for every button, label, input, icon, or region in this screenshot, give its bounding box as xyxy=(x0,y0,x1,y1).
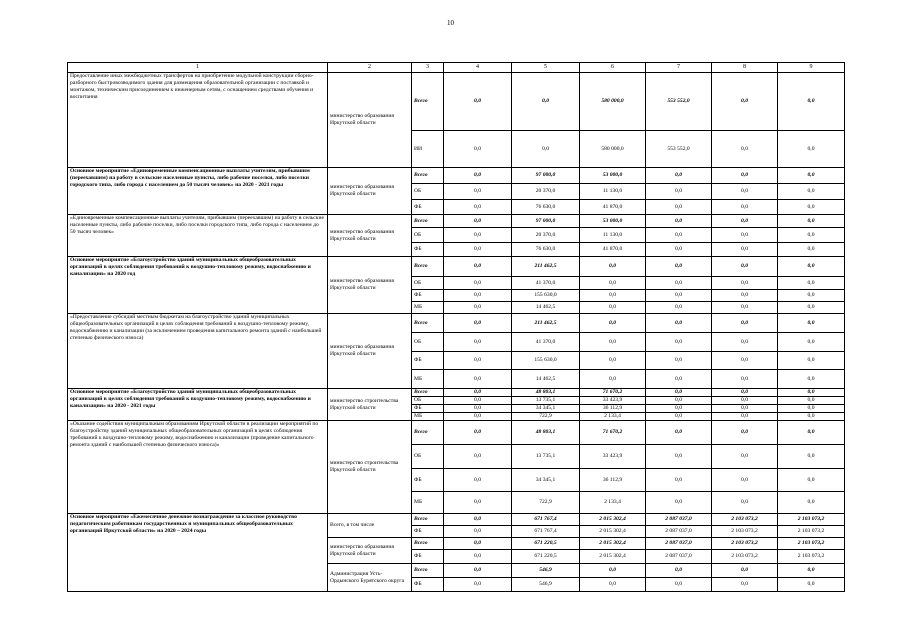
amount-cell: 41 870,0 xyxy=(580,243,646,257)
funding-source-cell: ОБ xyxy=(412,445,444,469)
funding-source-cell: МБ xyxy=(412,302,444,314)
amount-cell: 0,0 xyxy=(646,421,712,445)
amount-cell: 11 130,0 xyxy=(580,184,646,200)
funding-source-cell: ОБ xyxy=(412,277,444,290)
funding-source-cell: ОБ xyxy=(412,333,444,352)
funding-source-cell: Всего xyxy=(412,215,444,228)
funding-source-cell: ФБ xyxy=(412,243,444,257)
header-cell: 9 xyxy=(778,63,845,73)
funding-source-cell: Всего xyxy=(412,73,444,131)
amount-cell: 2 103 073,2 xyxy=(778,550,845,564)
funding-source-cell: ФБ xyxy=(412,469,444,492)
amount-cell: 20 370,0 xyxy=(512,184,580,200)
amount-cell: 0,0 xyxy=(778,228,845,243)
funding-source-cell: Всего xyxy=(412,257,444,277)
amount-cell: 0,0 xyxy=(712,389,778,397)
amount-cell: 0,0 xyxy=(712,131,778,168)
amount-cell: 0,0 xyxy=(712,333,778,352)
budget-table xyxy=(67,62,845,592)
amount-cell: 0,0 xyxy=(646,405,712,413)
executor-cell: министерство образования Иркутской области xyxy=(328,168,412,215)
amount-cell: 33 423,9 xyxy=(580,445,646,469)
amount-cell: 722,9 xyxy=(512,413,580,421)
amount-cell: 546,9 xyxy=(512,578,580,592)
funding-source-cell: ФБ xyxy=(412,526,444,538)
amount-cell: 0,0 xyxy=(444,445,512,469)
amount-cell: 0,0 xyxy=(712,200,778,215)
amount-cell: 0,0 xyxy=(712,352,778,370)
amount-cell: 36 112,9 xyxy=(580,405,646,413)
amount-cell: 0,0 xyxy=(444,469,512,492)
amount-cell: 14 462,5 xyxy=(512,370,580,389)
amount-cell: 2 015 302,4 xyxy=(580,526,646,538)
amount-cell: 580 000,0 xyxy=(580,131,646,168)
amount-cell: 0,0 xyxy=(444,73,512,131)
amount-cell: 0,0 xyxy=(444,290,512,302)
amount-cell: 0,0 xyxy=(646,333,712,352)
amount-cell: 2 015 302,4 xyxy=(580,550,646,564)
amount-cell: 0,0 xyxy=(646,277,712,290)
executor-cell: министерство строительства Иркутской области xyxy=(328,421,412,514)
amount-cell: 0,0 xyxy=(778,314,845,333)
table-row xyxy=(68,389,845,397)
amount-cell: 48 803,1 xyxy=(512,389,580,397)
funding-source-cell: ФБ xyxy=(412,352,444,370)
table-row xyxy=(68,168,845,184)
amount-cell: 0,0 xyxy=(712,564,778,578)
amount-cell: 34 345,1 xyxy=(512,469,580,492)
page-number: 10 xyxy=(447,19,454,27)
amount-cell: 0,0 xyxy=(646,492,712,514)
amount-cell: 0,0 xyxy=(646,290,712,302)
funding-source-cell: ФБ xyxy=(412,578,444,592)
amount-cell: 53 000,0 xyxy=(580,215,646,228)
amount-cell: 0,0 xyxy=(444,492,512,514)
amount-cell: 0,0 xyxy=(646,578,712,592)
executor-cell: министерство образования Иркутской области xyxy=(328,538,412,564)
funding-source-cell: ФБ xyxy=(412,550,444,564)
amount-cell: 2 087 037,0 xyxy=(646,526,712,538)
table-row xyxy=(68,421,845,445)
amount-cell: 14 462,5 xyxy=(512,302,580,314)
amount-cell: 2 087 037,0 xyxy=(646,538,712,550)
amount-cell: 71 670,2 xyxy=(580,389,646,397)
amount-cell: 0,0 xyxy=(712,215,778,228)
amount-cell: 0,0 xyxy=(512,131,580,168)
amount-cell: 48 803,1 xyxy=(512,421,580,445)
amount-cell: 0,0 xyxy=(778,302,845,314)
amount-cell: 0,0 xyxy=(646,564,712,578)
amount-cell: 41 370,0 xyxy=(512,277,580,290)
amount-cell: 0,0 xyxy=(444,131,512,168)
amount-cell: 671 220,5 xyxy=(512,550,580,564)
executor-cell: министерство образования Иркутской области xyxy=(328,257,412,314)
executor-cell: министерство строительства Иркутской области xyxy=(328,389,412,421)
amount-cell: 0,0 xyxy=(444,397,512,405)
amount-cell: 0,0 xyxy=(444,333,512,352)
amount-cell: 0,0 xyxy=(444,243,512,257)
amount-cell: 0,0 xyxy=(646,370,712,389)
amount-cell: 0,0 xyxy=(444,389,512,397)
amount-cell: 0,0 xyxy=(778,413,845,421)
amount-cell: 0,0 xyxy=(712,314,778,333)
amount-cell: 97 000,0 xyxy=(512,215,580,228)
amount-cell: 0,0 xyxy=(646,215,712,228)
amount-cell: 0,0 xyxy=(778,370,845,389)
amount-cell: 0,0 xyxy=(778,243,845,257)
amount-cell: 0,0 xyxy=(712,405,778,413)
amount-cell: 0,0 xyxy=(778,131,845,168)
funding-source-cell: МБ xyxy=(412,492,444,514)
amount-cell: 155 630,0 xyxy=(512,290,580,302)
funding-source-cell: ОБ xyxy=(412,184,444,200)
amount-cell: 0,0 xyxy=(444,168,512,184)
amount-cell: 76 630,0 xyxy=(512,200,580,215)
amount-cell: 0,0 xyxy=(646,445,712,469)
measure-title-cell: Предоставление иных межбюджетных трансфертов на приобретение модульной конструкции сборно-разборного быстровозводимого здания для размещения образовательной организации с поставкой и монтажом, техническим присоединением к инженерным сетям, с оснащением средствами обучения и воспитания xyxy=(68,73,328,168)
amount-cell: 0,0 xyxy=(444,538,512,550)
header-cell: 5 xyxy=(512,63,580,73)
budget-table-sheet xyxy=(67,62,844,592)
amount-cell: 0,0 xyxy=(712,168,778,184)
amount-cell: 155 630,0 xyxy=(512,352,580,370)
amount-cell: 0,0 xyxy=(580,578,646,592)
amount-cell: 0,0 xyxy=(712,290,778,302)
budget-table-body xyxy=(68,63,845,592)
amount-cell: 0,0 xyxy=(444,526,512,538)
amount-cell: 71 670,2 xyxy=(580,421,646,445)
header-row xyxy=(68,63,845,73)
amount-cell: 0,0 xyxy=(512,73,580,131)
table-row xyxy=(68,73,845,131)
amount-cell: 0,0 xyxy=(778,397,845,405)
amount-cell: 2 103 073,2 xyxy=(712,526,778,538)
header-cell: 4 xyxy=(444,63,512,73)
funding-source-cell: Всего xyxy=(412,389,444,397)
funding-source-cell: ФБ xyxy=(412,290,444,302)
measure-title-cell: «Единовременные компенсационные выплаты учителям, прибывшим (переехавшим) на работу в сельские населенные пункты, либо рабочие поселки, либо поселки городского типа, либо города с населением до 50 тысяч человек» xyxy=(68,215,328,257)
funding-source-cell: ФБ xyxy=(412,405,444,413)
amount-cell: 0,0 xyxy=(646,168,712,184)
header-cell: 3 xyxy=(412,63,444,73)
amount-cell: 0,0 xyxy=(646,200,712,215)
amount-cell: 0,0 xyxy=(778,564,845,578)
amount-cell: 2 087 037,0 xyxy=(646,550,712,564)
amount-cell: 546,9 xyxy=(512,564,580,578)
funding-source-cell: Всего xyxy=(412,314,444,333)
executor-cell: министерство образования Иркутской области xyxy=(328,73,412,168)
amount-cell: 0,0 xyxy=(778,257,845,277)
amount-cell: 0,0 xyxy=(646,469,712,492)
header-cell: 6 xyxy=(580,63,646,73)
amount-cell: 0,0 xyxy=(712,184,778,200)
header-cell: 8 xyxy=(712,63,778,73)
amount-cell: 0,0 xyxy=(580,257,646,277)
measure-title-cell: Основное мероприятие «Благоустройство зданий муниципальных общеобразовательных организаций в целях соблюдения требований к воздушно-тепловому режиму, водоснабжению и канализации» на 2020 - 2021 годы xyxy=(68,389,328,421)
amount-cell: 0,0 xyxy=(444,370,512,389)
funding-source-cell: Всего xyxy=(412,514,444,526)
amount-cell: 0,0 xyxy=(580,314,646,333)
table-row xyxy=(68,257,845,277)
amount-cell: 553 552,0 xyxy=(646,73,712,131)
amount-cell: 0,0 xyxy=(580,352,646,370)
measure-title-cell: Основное мероприятие «Единовременные компенсационные выплаты учителям, прибывшим (переехавшим) на работу в сельские населенные пункты, либо рабочие поселки, либо поселки городского типа, либо города с населением до 50 тысяч человек» на 2020 - 2021 годы xyxy=(68,168,328,215)
amount-cell: 0,0 xyxy=(444,184,512,200)
amount-cell: 0,0 xyxy=(778,352,845,370)
amount-cell: 2 103 073,2 xyxy=(778,526,845,538)
amount-cell: 2 103 073,2 xyxy=(712,538,778,550)
amount-cell: 0,0 xyxy=(444,421,512,445)
amount-cell: 0,0 xyxy=(778,469,845,492)
amount-cell: 11 130,0 xyxy=(580,228,646,243)
funding-source-cell: ОБ xyxy=(412,228,444,243)
amount-cell: 0,0 xyxy=(444,514,512,526)
amount-cell: 2 103 073,2 xyxy=(712,550,778,564)
executor-cell: министерство образования Иркутской области xyxy=(328,314,412,389)
amount-cell: 0,0 xyxy=(646,314,712,333)
amount-cell: 0,0 xyxy=(646,302,712,314)
funding-source-cell: Всего xyxy=(412,538,444,550)
amount-cell: 553 552,0 xyxy=(646,131,712,168)
amount-cell: 0,0 xyxy=(646,352,712,370)
header-cell: 1 xyxy=(68,63,328,73)
amount-cell: 0,0 xyxy=(778,168,845,184)
amount-cell: 2 103 073,2 xyxy=(778,514,845,526)
amount-cell: 0,0 xyxy=(646,257,712,277)
amount-cell: 0,0 xyxy=(580,564,646,578)
table-row xyxy=(68,215,845,228)
amount-cell: 2 133,4 xyxy=(580,492,646,514)
amount-cell: 0,0 xyxy=(444,200,512,215)
funding-source-cell: ФБ xyxy=(412,200,444,215)
funding-source-cell: ИИ xyxy=(412,131,444,168)
measure-title-cell: «Оказание содействия муниципальным образованиям Иркутской области в реализации мероприятий по благоустройству зданий муниципальных общеобразовательных организаций в целях соблюдения требований к воздушно-тепловому режиму, водоснабжению и канализации (проведение капитального ремонта зданий с наибольшей степенью физического износа)» xyxy=(68,421,328,514)
amount-cell: 0,0 xyxy=(444,277,512,290)
amount-cell: 0,0 xyxy=(444,405,512,413)
amount-cell: 0,0 xyxy=(580,333,646,352)
amount-cell: 0,0 xyxy=(444,314,512,333)
amount-cell: 0,0 xyxy=(778,492,845,514)
executor-cell: Всего, в том числе xyxy=(328,514,412,538)
amount-cell: 0,0 xyxy=(712,397,778,405)
amount-cell: 0,0 xyxy=(778,215,845,228)
executor-cell: Администрация Усть-Ордынского Бурятского округа xyxy=(328,564,412,592)
amount-cell: 211 462,5 xyxy=(512,314,580,333)
amount-cell: 2 103 073,2 xyxy=(712,514,778,526)
amount-cell: 0,0 xyxy=(580,290,646,302)
amount-cell: 0,0 xyxy=(778,290,845,302)
header-cell: 7 xyxy=(646,63,712,73)
amount-cell: 211 462,5 xyxy=(512,257,580,277)
measure-title-cell: Основное мероприятие «Ежемесячное денежное вознаграждение за классное руководство педагогическим работникам государственных и муниципальных общеобразовательных организаций Иркутской области» на 2020 – 2024 годы xyxy=(68,514,328,592)
amount-cell: 0,0 xyxy=(444,564,512,578)
amount-cell: 2 087 037,0 xyxy=(646,514,712,526)
amount-cell: 0,0 xyxy=(712,413,778,421)
amount-cell: 0,0 xyxy=(712,578,778,592)
amount-cell: 0,0 xyxy=(712,302,778,314)
amount-cell: 671 767,4 xyxy=(512,514,580,526)
amount-cell: 0,0 xyxy=(712,257,778,277)
amount-cell: 33 423,9 xyxy=(580,397,646,405)
amount-cell: 0,0 xyxy=(778,389,845,397)
amount-cell: 20 370,0 xyxy=(512,228,580,243)
amount-cell: 2 015 302,4 xyxy=(580,538,646,550)
amount-cell: 580 000,0 xyxy=(580,73,646,131)
amount-cell: 0,0 xyxy=(778,200,845,215)
funding-source-cell: МБ xyxy=(412,370,444,389)
table-row xyxy=(68,514,845,526)
amount-cell: 0,0 xyxy=(444,352,512,370)
amount-cell: 0,0 xyxy=(444,215,512,228)
amount-cell: 0,0 xyxy=(712,445,778,469)
measure-title-cell: Основное мероприятие «Благоустройство зданий муниципальных общеобразовательных организаций в целях соблюдения требований к воздушно-тепловому режиму, водоснабжению и канализации» на 2020 год xyxy=(68,257,328,314)
amount-cell: 0,0 xyxy=(580,370,646,389)
amount-cell: 0,0 xyxy=(444,413,512,421)
amount-cell: 671 767,4 xyxy=(512,526,580,538)
funding-source-cell: Всего xyxy=(412,168,444,184)
amount-cell: 0,0 xyxy=(712,370,778,389)
amount-cell: 0,0 xyxy=(712,277,778,290)
measure-title-cell: «Предоставление субсидий местным бюджетам на благоустройство зданий муниципальных общеобразовательных организаций в целях соблюдения требований к воздушно-тепловому режиму, водоснабжению и канализации (за исключением проведения капитального ремонта зданий с наибольшей степенью физического износа) xyxy=(68,314,328,389)
amount-cell: 671 220,5 xyxy=(512,538,580,550)
amount-cell: 0,0 xyxy=(580,302,646,314)
amount-cell: 97 000,0 xyxy=(512,168,580,184)
amount-cell: 0,0 xyxy=(778,445,845,469)
amount-cell: 0,0 xyxy=(712,421,778,445)
amount-cell: 0,0 xyxy=(646,389,712,397)
amount-cell: 0,0 xyxy=(646,413,712,421)
amount-cell: 0,0 xyxy=(444,228,512,243)
funding-source-cell: Всего xyxy=(412,421,444,445)
amount-cell: 0,0 xyxy=(444,257,512,277)
amount-cell: 0,0 xyxy=(444,550,512,564)
amount-cell: 0,0 xyxy=(778,578,845,592)
funding-source-cell: ОБ xyxy=(412,397,444,405)
amount-cell: 2 015 302,4 xyxy=(580,514,646,526)
amount-cell: 0,0 xyxy=(646,243,712,257)
amount-cell: 53 000,0 xyxy=(580,168,646,184)
amount-cell: 76 630,0 xyxy=(512,243,580,257)
amount-cell: 0,0 xyxy=(712,228,778,243)
amount-cell: 13 735,1 xyxy=(512,445,580,469)
amount-cell: 0,0 xyxy=(646,397,712,405)
header-cell: 2 xyxy=(328,63,412,73)
amount-cell: 0,0 xyxy=(778,184,845,200)
amount-cell: 36 112,9 xyxy=(580,469,646,492)
amount-cell: 41 870,0 xyxy=(580,200,646,215)
funding-source-cell: Всего xyxy=(412,564,444,578)
amount-cell: 0,0 xyxy=(444,578,512,592)
amount-cell: 34 345,1 xyxy=(512,405,580,413)
amount-cell: 0,0 xyxy=(778,277,845,290)
funding-source-cell: МБ xyxy=(412,413,444,421)
amount-cell: 41 370,0 xyxy=(512,333,580,352)
amount-cell: 0,0 xyxy=(712,243,778,257)
amount-cell: 0,0 xyxy=(712,73,778,131)
amount-cell: 0,0 xyxy=(778,405,845,413)
amount-cell: 0,0 xyxy=(444,302,512,314)
amount-cell: 0,0 xyxy=(646,228,712,243)
amount-cell: 0,0 xyxy=(778,421,845,445)
amount-cell: 2 133,4 xyxy=(580,413,646,421)
amount-cell: 13 735,1 xyxy=(512,397,580,405)
amount-cell: 0,0 xyxy=(778,333,845,352)
amount-cell: 0,0 xyxy=(580,277,646,290)
amount-cell: 2 103 073,2 xyxy=(778,538,845,550)
amount-cell: 0,0 xyxy=(646,184,712,200)
amount-cell: 0,0 xyxy=(778,73,845,131)
amount-cell: 0,0 xyxy=(712,492,778,514)
amount-cell: 722,9 xyxy=(512,492,580,514)
table-row xyxy=(68,314,845,333)
executor-cell: министерство образования Иркутской области xyxy=(328,215,412,257)
amount-cell: 0,0 xyxy=(712,469,778,492)
